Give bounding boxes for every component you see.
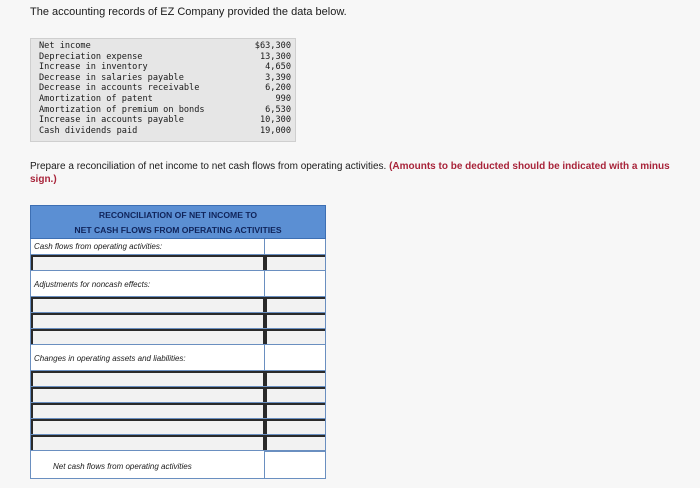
intro-text: The accounting records of EZ Company provided the data below. — [30, 6, 347, 18]
given-data-label: Decrease in salaries payable — [39, 72, 184, 83]
input-row — [30, 419, 326, 435]
amount-input[interactable] — [265, 403, 325, 418]
given-data-value: 6,200 — [265, 83, 291, 94]
given-data-table — [30, 38, 296, 142]
total-label: Net cash flows from operating activities — [31, 451, 265, 478]
given-data-value: 3,390 — [265, 72, 291, 83]
given-data-value: 990 — [275, 93, 291, 104]
given-data-row — [31, 115, 295, 126]
label-input[interactable] — [31, 329, 265, 344]
header-line-2: NET CASH FLOWS FROM OPERATING ACTIVITIES — [74, 225, 282, 235]
input-row — [30, 329, 326, 345]
given-data-value: 19,000 — [259, 125, 291, 136]
label-input[interactable] — [31, 419, 265, 434]
label-input[interactable] — [31, 297, 265, 312]
given-data-row — [31, 73, 295, 84]
amount-input[interactable] — [265, 329, 325, 344]
total-row — [30, 451, 326, 479]
given-data-label: Amortization of patent — [39, 93, 153, 104]
total-amount-input[interactable] — [265, 451, 325, 478]
amount-input[interactable] — [265, 419, 325, 434]
amount-input[interactable] — [265, 435, 325, 450]
amount-input[interactable] — [265, 297, 325, 312]
given-data-label: Net income — [39, 41, 91, 51]
amount-input[interactable] — [265, 255, 325, 270]
label-input[interactable] — [31, 435, 265, 450]
input-row — [30, 371, 326, 387]
amount-input[interactable] — [265, 313, 325, 328]
given-data-value: 4,650 — [265, 62, 291, 73]
instruction — [30, 160, 695, 186]
given-data-value: 13,300 — [259, 51, 291, 62]
label-input[interactable] — [31, 371, 265, 386]
reconciliation-header — [30, 205, 326, 239]
reconciliation-table — [30, 205, 326, 479]
given-data-value: $63,300 — [254, 41, 291, 51]
given-data-label: Increase in accounts payable — [39, 115, 184, 126]
given-data-label: Increase in inventory — [39, 62, 148, 73]
section-label: Changes in operating assets and liabilities: — [31, 345, 265, 370]
label-input[interactable] — [31, 255, 265, 270]
given-data-row — [31, 126, 295, 137]
given-data-label: Cash dividends paid — [39, 125, 138, 136]
given-data-row — [31, 94, 295, 105]
amount-input[interactable] — [265, 371, 325, 386]
given-data-row — [31, 41, 295, 52]
given-data-label: Decrease in accounts receivable — [39, 83, 200, 94]
given-data-value: 6,530 — [265, 104, 291, 115]
label-input[interactable] — [31, 403, 265, 418]
input-row — [30, 255, 326, 271]
label-input[interactable] — [31, 387, 265, 402]
input-row — [30, 435, 326, 451]
input-row — [30, 387, 326, 403]
input-row — [30, 403, 326, 419]
given-data-row — [31, 62, 295, 73]
given-data-label: Amortization of premium on bonds — [39, 104, 205, 115]
section-label: Adjustments for noncash effects: — [31, 271, 265, 296]
section-changes — [30, 345, 326, 371]
header-line-1: RECONCILIATION OF NET INCOME TO — [98, 210, 258, 220]
input-row — [30, 297, 326, 313]
input-row — [30, 313, 326, 329]
given-data-row — [31, 83, 295, 94]
section-noncash — [30, 271, 326, 297]
label-input[interactable] — [31, 313, 265, 328]
given-data-value: 10,300 — [259, 115, 291, 126]
section-cash-flows — [30, 239, 326, 255]
instruction-text: Prepare a reconciliation of net income to net cash flows from operating activities. — [30, 161, 387, 172]
amount-input[interactable] — [265, 387, 325, 402]
given-data-label: Depreciation expense — [39, 51, 143, 62]
given-data-row — [31, 52, 295, 63]
instruction-note: (Amounts to be deducted should be indicated with a minus sign.) — [30, 161, 670, 185]
section-label: Cash flows from operating activities: — [31, 239, 265, 254]
given-data-row — [31, 105, 295, 116]
